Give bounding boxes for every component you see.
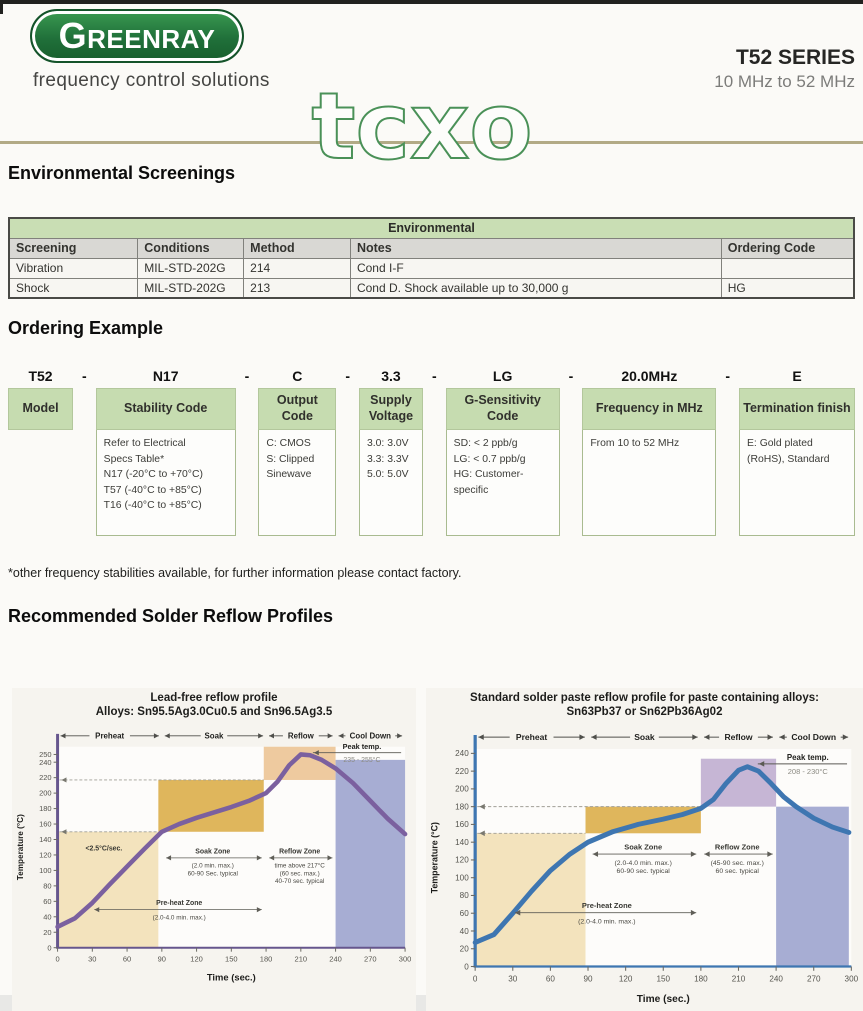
part-code: N17 bbox=[152, 368, 179, 384]
table-cell: Shock bbox=[9, 278, 138, 298]
svg-text:270: 270 bbox=[364, 954, 377, 964]
svg-text:Soak: Soak bbox=[204, 731, 224, 741]
table-cell: Cond I-F bbox=[350, 258, 721, 278]
part-code: LG bbox=[492, 368, 513, 384]
svg-text:40: 40 bbox=[459, 926, 469, 936]
table-group-header: Environmental bbox=[9, 218, 854, 238]
part-separator: - bbox=[431, 368, 437, 384]
svg-text:210: 210 bbox=[294, 954, 308, 964]
tcxo-watermark bbox=[295, 73, 550, 180]
svg-text:20: 20 bbox=[43, 927, 52, 937]
series-block bbox=[714, 46, 855, 92]
svg-text:(45-90 sec. max.): (45-90 sec. max.) bbox=[710, 859, 764, 867]
svg-text:0: 0 bbox=[464, 962, 469, 972]
col-method: Method bbox=[244, 238, 351, 258]
svg-text:300: 300 bbox=[844, 974, 859, 984]
svg-text:Temperature (°C): Temperature (°C) bbox=[15, 813, 25, 880]
footnote: *other frequency stabilities available, for further information please contact factory. bbox=[8, 566, 462, 580]
logo-text: GREENRAY bbox=[58, 15, 216, 56]
svg-text:Soak Zone: Soak Zone bbox=[195, 848, 231, 856]
svg-text:90: 90 bbox=[157, 954, 167, 964]
svg-text:Soak: Soak bbox=[634, 731, 655, 742]
svg-text:40: 40 bbox=[43, 912, 52, 922]
col-notes: Notes bbox=[350, 238, 721, 258]
svg-text:Temperature (°C): Temperature (°C) bbox=[429, 821, 440, 894]
table-cell: HG bbox=[721, 278, 854, 298]
svg-text:235 - 255°C: 235 - 255°C bbox=[343, 756, 381, 764]
ordering-field-title: Model bbox=[8, 388, 73, 430]
logo-tagline: frequency control solutions bbox=[33, 70, 270, 91]
svg-text:60: 60 bbox=[122, 954, 132, 964]
table-row bbox=[9, 258, 854, 278]
svg-text:Pre-heat Zone: Pre-heat Zone bbox=[156, 899, 203, 907]
page-top-border bbox=[0, 0, 863, 4]
svg-text:240: 240 bbox=[329, 954, 342, 964]
svg-text:80: 80 bbox=[43, 881, 52, 891]
svg-text:Preheat: Preheat bbox=[515, 731, 548, 742]
svg-text:Pre-heat Zone: Pre-heat Zone bbox=[581, 900, 632, 910]
svg-text:(2.0-4.0 min. max.): (2.0-4.0 min. max.) bbox=[614, 859, 672, 867]
svg-text:Reflow: Reflow bbox=[724, 731, 753, 742]
svg-text:120: 120 bbox=[618, 974, 633, 984]
svg-text:300: 300 bbox=[398, 954, 412, 964]
svg-text:100: 100 bbox=[39, 865, 52, 875]
part-separator: - bbox=[725, 368, 730, 384]
ordering-field-details: C: CMOS S: Clipped Sinewave bbox=[258, 430, 336, 536]
svg-text:90: 90 bbox=[583, 974, 593, 984]
ordering-heading: Ordering Example bbox=[8, 318, 164, 338]
svg-text:Cool Down: Cool Down bbox=[791, 731, 837, 742]
table-cell: MIL-STD-202G bbox=[138, 258, 244, 278]
watermark-text: tcxo bbox=[311, 73, 533, 180]
chart-title: Standard solder paste reflow profile for paste containing alloys: bbox=[470, 692, 819, 704]
svg-text:Peak temp.: Peak temp. bbox=[786, 752, 829, 762]
table-cell: MIL-STD-202G bbox=[138, 278, 244, 298]
svg-text:0: 0 bbox=[472, 974, 478, 984]
ordering-field-title: Supply Voltage bbox=[359, 388, 423, 430]
svg-text:Reflow Zone: Reflow Zone bbox=[279, 848, 321, 856]
svg-text:180: 180 bbox=[39, 803, 52, 813]
svg-text:180: 180 bbox=[455, 802, 469, 812]
svg-text:160: 160 bbox=[455, 819, 469, 829]
svg-text:60 sec. typical: 60 sec. typical bbox=[715, 867, 759, 875]
svg-text:140: 140 bbox=[39, 834, 52, 844]
part-separator: - bbox=[345, 368, 350, 384]
svg-text:160: 160 bbox=[39, 819, 52, 829]
svg-text:180: 180 bbox=[259, 954, 273, 964]
part-code: C bbox=[292, 368, 303, 384]
svg-text:Reflow: Reflow bbox=[287, 731, 314, 741]
svg-text:60: 60 bbox=[459, 908, 469, 918]
svg-text:40-70 sec. typical: 40-70 sec. typical bbox=[275, 877, 325, 885]
chart-title: Lead-free reflow profile bbox=[150, 692, 278, 704]
ordering-field-details: 3.0: 3.0V 3.3: 3.3V 5.0: 5.0V bbox=[359, 430, 423, 536]
part-code: T52 bbox=[28, 368, 53, 384]
svg-text:time above 217°C: time above 217°C bbox=[274, 862, 325, 870]
table-cell: Vibration bbox=[9, 258, 138, 278]
svg-text:60-90 sec. typical: 60-90 sec. typical bbox=[616, 867, 670, 875]
svg-text:(2.0-4.0 min. max.): (2.0-4.0 min. max.) bbox=[578, 918, 636, 926]
svg-text:(2.0 min. max.): (2.0 min. max.) bbox=[191, 862, 234, 870]
chart-subtitle: Sn63Pb37 or Sn62Pb36Ag02 bbox=[566, 706, 723, 719]
environmental-table bbox=[8, 217, 855, 299]
svg-text:20: 20 bbox=[459, 944, 469, 954]
svg-text:<2.5°C/sec.: <2.5°C/sec. bbox=[85, 845, 123, 853]
part-separator: - bbox=[244, 368, 250, 384]
svg-text:270: 270 bbox=[806, 974, 821, 984]
svg-text:140: 140 bbox=[455, 837, 469, 847]
series-range: 10 MHz to 52 MHz bbox=[714, 72, 855, 91]
svg-text:Time (sec.): Time (sec.) bbox=[206, 971, 256, 983]
ordering-field-details: Refer to Electrical Specs Table* N17 (-20°C to +70°C) T57 (-40°C to +85°C) T16 (-40°C to +85°C) bbox=[96, 430, 236, 536]
svg-text:60: 60 bbox=[43, 896, 52, 906]
series-title: T52 SERIES bbox=[735, 46, 855, 69]
ordering-field-title: Stability Code bbox=[96, 388, 236, 430]
environmental-heading: Environmental Screenings bbox=[8, 163, 236, 183]
table-header-row bbox=[9, 238, 854, 258]
ordering-field-details: E: Gold plated (RoHS), Standard bbox=[739, 430, 855, 536]
table-cell: 213 bbox=[244, 278, 351, 298]
svg-text:Peak temp.: Peak temp. bbox=[342, 741, 382, 751]
reflow-charts bbox=[12, 688, 863, 1011]
svg-text:0: 0 bbox=[47, 943, 52, 953]
svg-text:120: 120 bbox=[190, 954, 203, 964]
svg-text:250: 250 bbox=[39, 749, 52, 759]
part-code: E bbox=[792, 368, 802, 384]
svg-text:Time (sec.): Time (sec.) bbox=[636, 993, 690, 1005]
page-left-border bbox=[0, 0, 3, 14]
col-conditions: Conditions bbox=[138, 238, 244, 258]
col-screening: Screening bbox=[9, 238, 138, 258]
greenray-logo bbox=[30, 9, 244, 63]
svg-text:(2.0-4.0 min. max.): (2.0-4.0 min. max.) bbox=[152, 914, 206, 922]
svg-text:240: 240 bbox=[769, 974, 783, 984]
svg-text:200: 200 bbox=[39, 788, 52, 798]
svg-text:240: 240 bbox=[39, 757, 52, 767]
svg-text:30: 30 bbox=[88, 954, 97, 964]
svg-text:80: 80 bbox=[459, 890, 469, 900]
table-row bbox=[9, 278, 854, 298]
ordering-example-grid bbox=[8, 364, 855, 536]
reflow-chart-standard bbox=[426, 688, 863, 1011]
svg-text:(60 sec. max.): (60 sec. max.) bbox=[279, 870, 320, 878]
reflow-chart-leadfree bbox=[12, 688, 416, 1011]
ordering-field-details: From 10 to 52 MHz bbox=[582, 430, 716, 536]
svg-text:0: 0 bbox=[55, 954, 60, 964]
svg-text:120: 120 bbox=[39, 850, 52, 860]
svg-text:60: 60 bbox=[545, 974, 555, 984]
reflow-heading: Recommended Solder Reflow Profiles bbox=[8, 606, 334, 626]
svg-text:Preheat: Preheat bbox=[95, 731, 125, 741]
ordering-field-title: G-Sensitivity Code bbox=[446, 388, 560, 430]
ordering-field-title: Termination finish bbox=[739, 388, 855, 430]
svg-text:220: 220 bbox=[39, 772, 52, 782]
part-separator: - bbox=[568, 368, 574, 384]
part-code: 20.0MHz bbox=[621, 368, 678, 384]
table-cell: Cond D. Shock available up to 30,000 g bbox=[350, 278, 721, 298]
ordering-field-title: Frequency in MHz bbox=[582, 388, 716, 430]
svg-text:30: 30 bbox=[508, 974, 518, 984]
svg-text:220: 220 bbox=[455, 766, 469, 776]
chart-canvas bbox=[428, 720, 861, 1011]
chart-subtitle: Alloys: Sn95.5Ag3.0Cu0.5 and Sn96.5Ag3.5 bbox=[95, 706, 333, 719]
part-separator: - bbox=[81, 368, 87, 384]
svg-text:100: 100 bbox=[455, 873, 469, 883]
ordering-field-title: Output Code bbox=[258, 388, 336, 430]
col-ordering-code: Ordering Code bbox=[721, 238, 854, 258]
svg-text:150: 150 bbox=[656, 974, 671, 984]
part-code: 3.3 bbox=[381, 368, 401, 384]
svg-text:208 - 230°C: 208 - 230°C bbox=[787, 766, 828, 776]
svg-text:210: 210 bbox=[731, 974, 746, 984]
svg-text:120: 120 bbox=[455, 855, 469, 865]
ordering-field-details: SD: < 2 ppb/g LG: < 0.7 ppb/g HG: Customer- specific bbox=[446, 430, 560, 536]
svg-text:Soak Zone: Soak Zone bbox=[624, 842, 663, 852]
chart-canvas bbox=[14, 720, 414, 989]
svg-text:180: 180 bbox=[694, 974, 708, 984]
table-cell bbox=[721, 258, 854, 278]
svg-text:Cool Down: Cool Down bbox=[349, 731, 391, 741]
svg-text:Reflow Zone: Reflow Zone bbox=[714, 842, 760, 852]
svg-text:240: 240 bbox=[455, 748, 469, 758]
svg-text:60-90 Sec. typical: 60-90 Sec. typical bbox=[187, 870, 238, 878]
table-cell: 214 bbox=[244, 258, 351, 278]
svg-text:150: 150 bbox=[225, 954, 238, 964]
svg-text:200: 200 bbox=[455, 784, 469, 794]
